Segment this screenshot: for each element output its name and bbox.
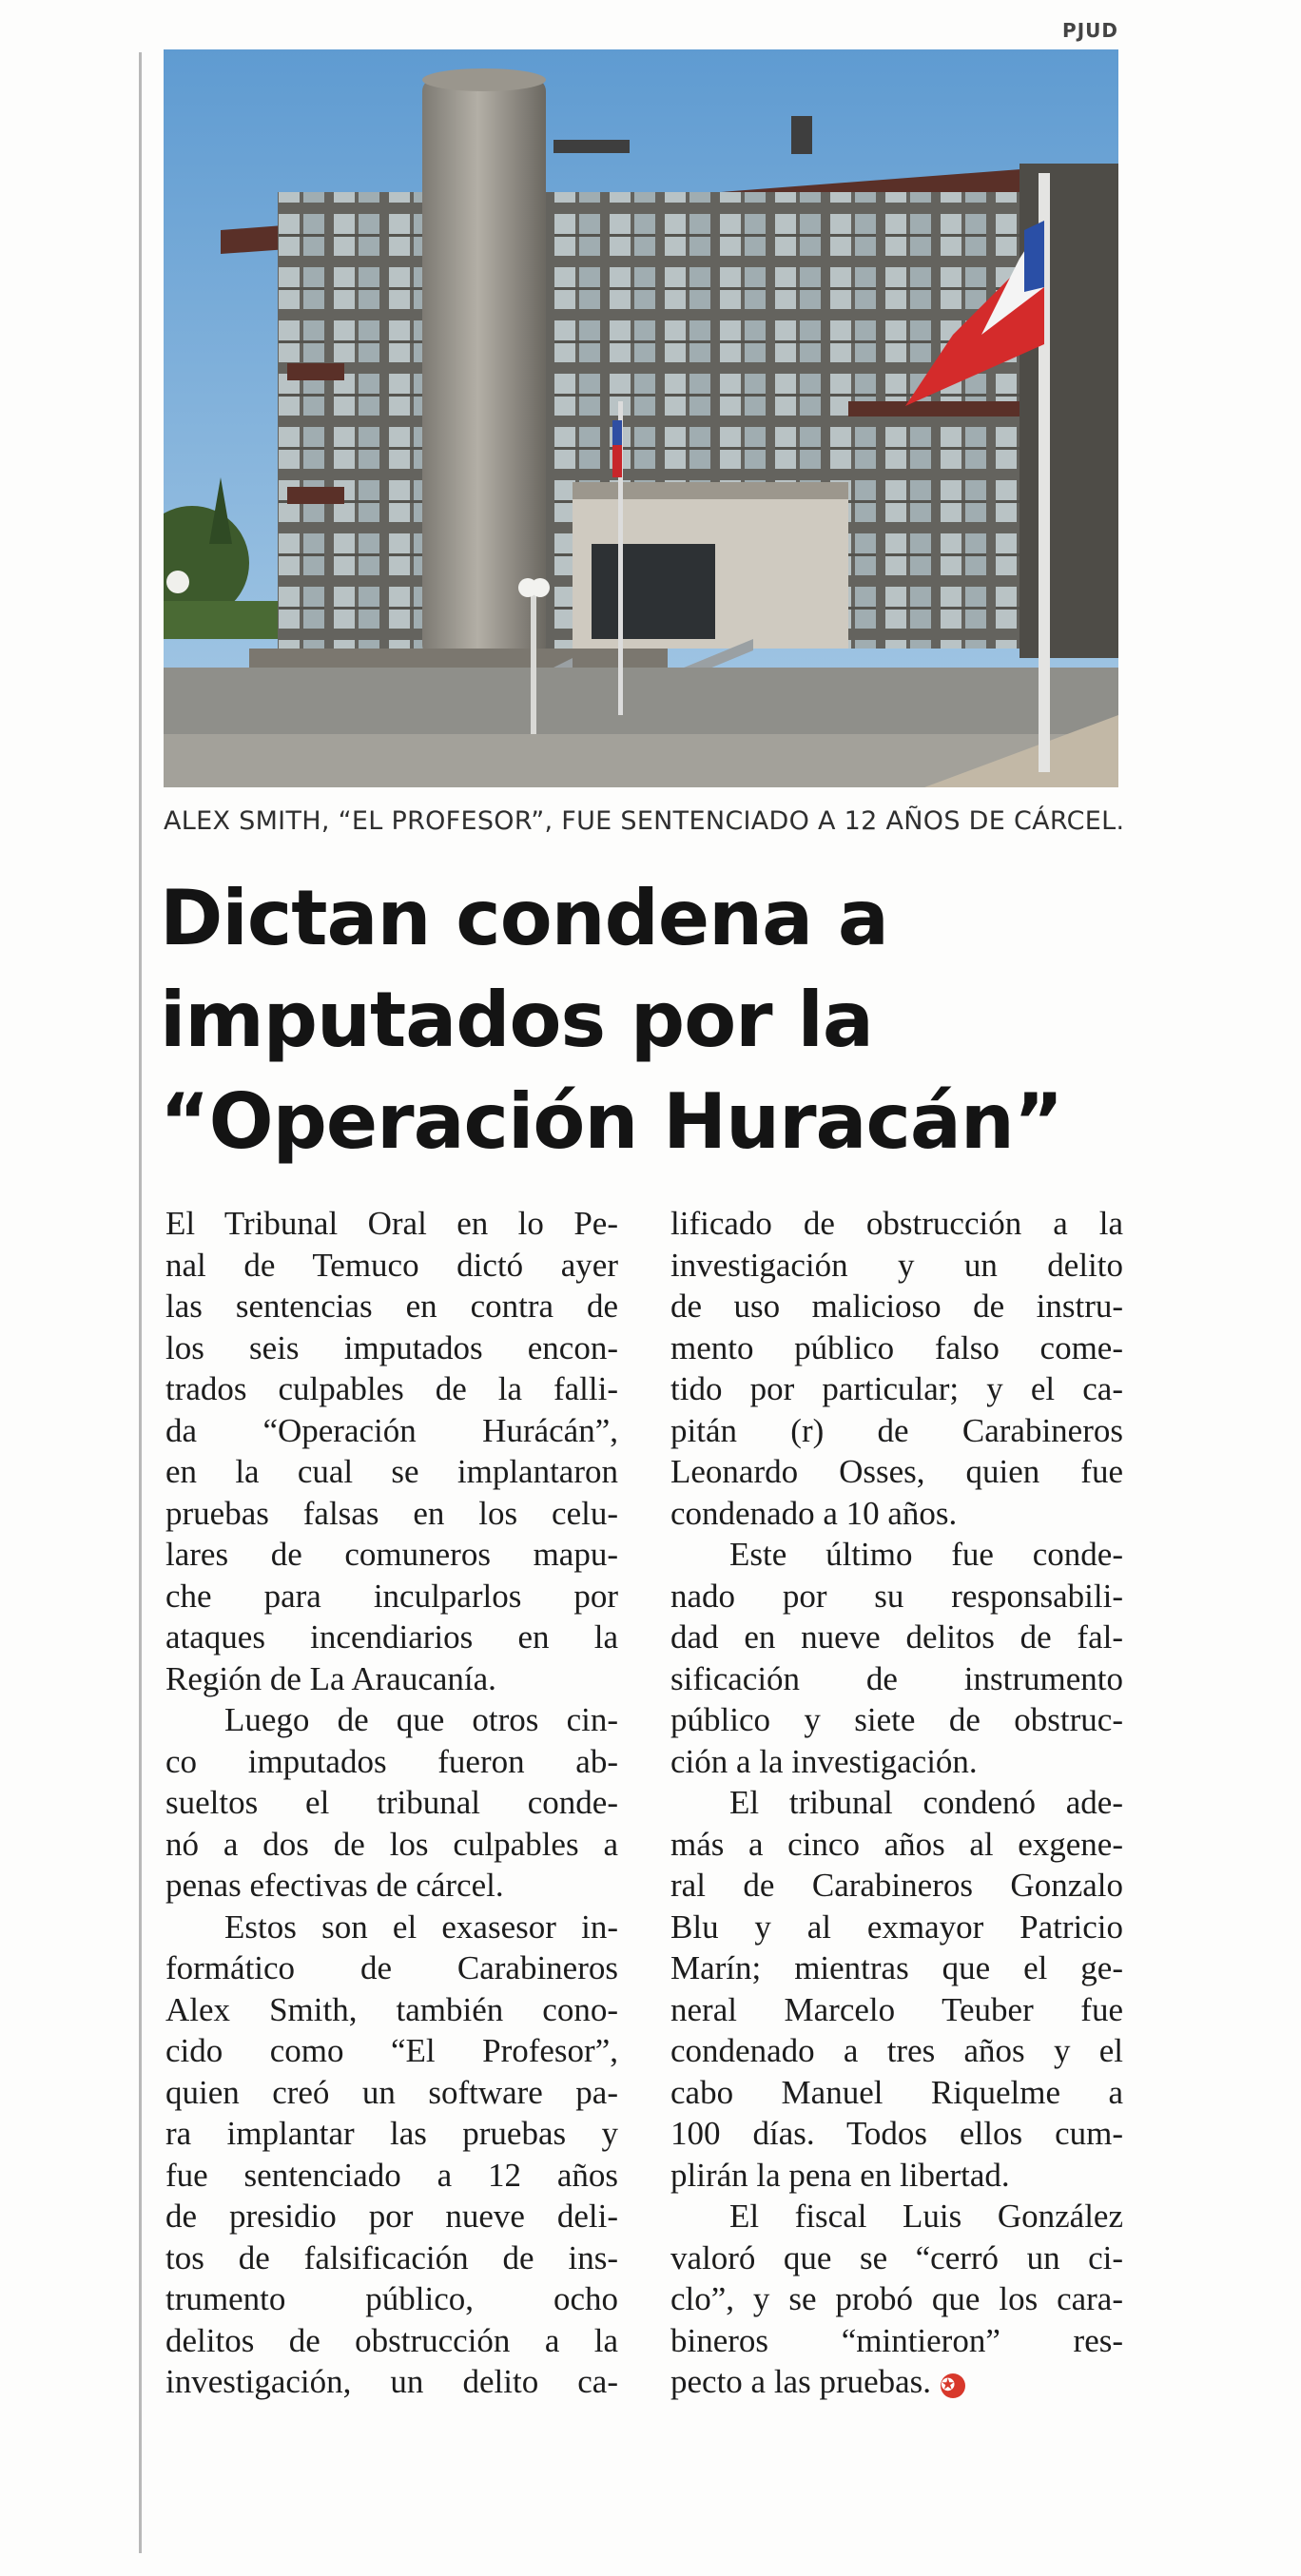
text-line: El fiscal Luis González — [729, 2198, 1123, 2235]
text-line: El tribunal condenó ade- — [729, 1784, 1123, 1821]
text-line: mento público falso come- — [670, 1328, 1123, 1366]
text-line: clo”, y se probó que los cara- — [670, 2280, 1123, 2317]
headline-line: Dictan condena a — [160, 874, 888, 962]
text-line: pitán (r) de Carabineros — [670, 1411, 1123, 1449]
text-line: trumento público, ocho — [165, 2280, 618, 2317]
text-line: ral de Carabineros Gonzalo — [670, 1867, 1123, 1904]
article-photo — [164, 49, 1118, 787]
text-line: lificado de obstrucción a la — [670, 1205, 1123, 1242]
text-line: las sentencias en contra de — [165, 1288, 618, 1325]
text-line: che para inculparlos por — [165, 1577, 618, 1615]
text-line: nado por su responsabili- — [670, 1577, 1123, 1615]
text-line: de presidio por nueve deli- — [165, 2198, 618, 2235]
text-line: da “Operación Hurácán”, — [165, 1411, 618, 1449]
text-line: Región de La Araucanía. — [165, 1659, 496, 1697]
text-line: ataques incendiarios en la — [165, 1618, 618, 1656]
text-line: de uso malicioso de instru- — [670, 1288, 1123, 1325]
text-line: Marín; mientras que el ge- — [670, 1949, 1123, 1986]
text-line: sificación de instrumento — [670, 1659, 1123, 1697]
end-mark-icon: ✪ — [941, 2373, 965, 2398]
headline-line: imputados por la — [160, 976, 873, 1064]
text-line: bineros “mintieron” res- — [670, 2321, 1123, 2359]
text-line: Este último fue conde- — [729, 1536, 1123, 1573]
text-line: tido por particular; y el ca- — [670, 1370, 1123, 1407]
text-line: co imputados fueron ab- — [165, 1742, 618, 1780]
text-line: condenado a tres años y el — [670, 2032, 1123, 2069]
text-line: trados culpables de la falli- — [165, 1370, 618, 1407]
text-line: tos de falsificación de ins- — [165, 2238, 618, 2276]
headline — [160, 867, 1120, 1172]
text-line: Leonardo Osses, quien fue — [670, 1453, 1123, 1490]
text-line: Alex Smith, también cono- — [165, 1990, 618, 2028]
text-line: Luego de que otros cin- — [224, 1701, 618, 1738]
text-line: Blu y al exmayor Patricio — [670, 1908, 1123, 1946]
text-line: sueltos el tribunal conde- — [165, 1784, 618, 1821]
text-line: ción a la investigación. — [670, 1742, 978, 1780]
text-line: condenado a 10 años. — [670, 1494, 958, 1532]
text-line: delitos de obstrucción a la — [165, 2321, 618, 2359]
headline-line: “Operación Huracán” — [160, 1077, 1063, 1166]
text-line: nó a dos de los culpables a — [165, 1825, 618, 1863]
body-column-left — [165, 1203, 618, 2403]
text-line: pecto a las pruebas. — [670, 2363, 932, 2400]
text-line: los seis imputados encon- — [165, 1328, 618, 1366]
text-line: fue sentenciado a 12 años — [165, 2156, 618, 2194]
text-line: El Tribunal Oral en lo Pe- — [165, 1205, 618, 1242]
text-line: cido como “El Profesor”, — [165, 2032, 618, 2069]
text-line: investigación, un delito ca- — [165, 2363, 618, 2400]
text-line: plirán la pena en libertad. — [670, 2156, 1010, 2194]
text-line: más a cinco años al exgene- — [670, 1825, 1123, 1863]
text-line: ra implantar las pruebas y — [165, 2115, 618, 2152]
text-line: quien creó un software pa- — [165, 2073, 618, 2111]
text-line: pruebas falsas en los celu- — [165, 1494, 618, 1532]
text-line: penas efectivas de cárcel. — [165, 1867, 504, 1904]
column-rule — [139, 52, 142, 2553]
photo-credit: PJUD — [1062, 19, 1118, 42]
text-line: 100 días. Todos ellos cum- — [670, 2115, 1123, 2152]
text-line: cabo Manuel Riquelme a — [670, 2073, 1123, 2111]
text-line-final — [670, 2361, 1123, 2403]
text-line: en la cual se implantaron — [165, 1453, 618, 1490]
text-line: Estos son el exasesor in- — [224, 1908, 618, 1946]
text-line: nal de Temuco dictó ayer — [165, 1246, 618, 1284]
photo-caption: ALEX SMITH, “EL PROFESOR”, FUE SENTENCIADO A 12 AÑOS DE CÁRCEL. — [164, 806, 1125, 836]
text-line: lares de comuneros mapu- — [165, 1536, 618, 1573]
text-line: investigación y un delito — [670, 1246, 1123, 1284]
body-column-right — [670, 1203, 1123, 2403]
text-line: formático de Carabineros — [165, 1949, 618, 1986]
text-line: público y siete de obstruc- — [670, 1701, 1123, 1738]
text-line: neral Marcelo Teuber fue — [670, 1990, 1123, 2028]
text-line: dad en nueve delitos de fal- — [670, 1618, 1123, 1656]
text-line: valoró que se “cerró un ci- — [670, 2238, 1123, 2276]
